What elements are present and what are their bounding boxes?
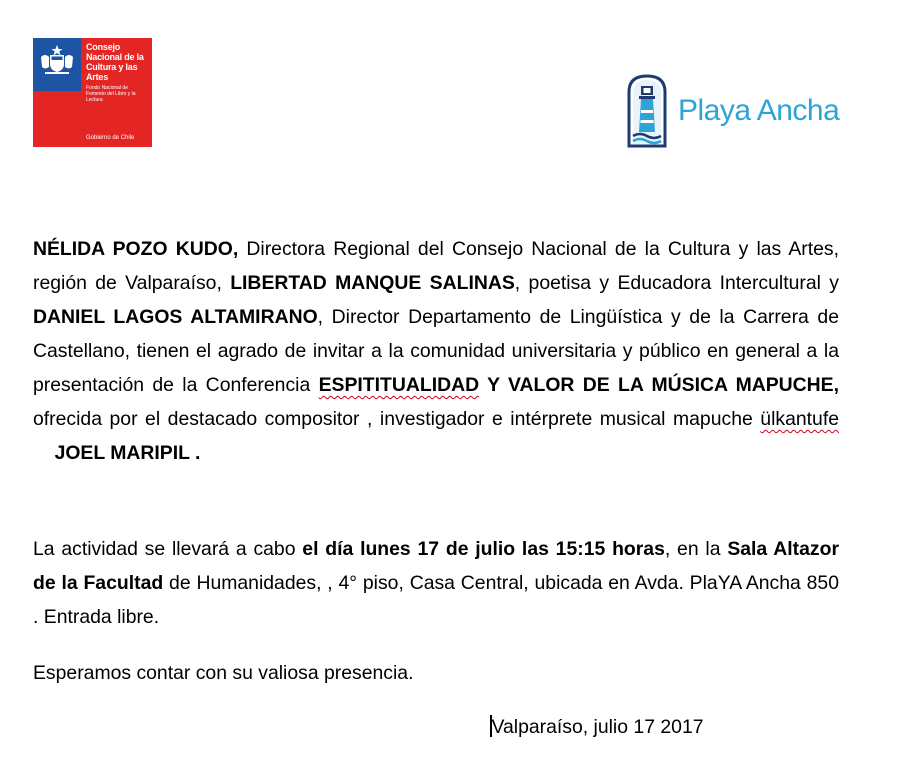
- playa-ancha-wordmark: Playa Ancha: [678, 94, 840, 127]
- coat-of-arms-icon: [39, 43, 75, 75]
- host-name-3: DANIEL LAGOS ALTAMIRANO: [33, 306, 318, 328]
- cnca-logo-flag: [33, 38, 81, 147]
- host-name-1: NÉLIDA POZO KUDO,: [33, 238, 239, 260]
- cnca-name: Consejo Nacional de la Cultura y las Artes: [86, 42, 144, 82]
- closing-paragraph: Esperamos contar con su valiosa presencia.: [33, 662, 414, 684]
- host-name-2: LIBERTAD MANQUE SALINAS: [230, 272, 515, 294]
- playa-ancha-logo: [624, 70, 839, 148]
- conference-title-misspelled: ESPITITUALIDAD: [318, 374, 480, 396]
- event-details-paragraph: La actividad se llevará a cabo el día lunes 17 de julio las 15:15 horas, en la Sala Altazor de la Facultad de Humanidades, , 4° piso, Casa Central, ubicada en Avda. PlaYA Ancha 850 . Entrada libre.: [33, 538, 839, 628]
- event-venue: Sala Altazor de la Facultad: [33, 538, 839, 594]
- cnca-government: Gobierno de Chile: [86, 135, 135, 141]
- signature-line: [490, 710, 704, 744]
- speaker-name: JOEL MARIPIL .: [54, 442, 201, 464]
- place-date: Valparaíso, julio 17 2017: [491, 716, 704, 738]
- ulkantufe-word: ülkantufe: [760, 408, 839, 430]
- event-date-time: el día lunes 17 de julio las 15:15 horas: [302, 538, 665, 560]
- conference-title: Y VALOR DE LA MÚSICA MAPUCHE,: [479, 374, 839, 396]
- invitation-paragraph: NÉLIDA POZO KUDO, Directora Regional del Consejo Nacional de la Cultura y las Artes, región de Valparaíso, LIBERTAD MANQUE SALINAS, poetisa y Educadora Intercultural y DANIEL LAGOS ALTAMIRANO, Director Departamento de Lingüística y de la Carrera de Castellano, tienen el agrado de invitar a la comunidad universitaria y público en general a la presentación de la Conferencia ESPITITUALIDAD Y VALOR DE LA MÚSICA MAPUCHE, ofrecida por el destacado compositor , investigador e intérprete musical mapuche ülkantufe JOEL MARIPIL .: [33, 238, 839, 464]
- cnca-logo: [33, 38, 152, 147]
- lighthouse-icon: [624, 70, 670, 148]
- cnca-subtitle: Fondo Nacional de Fomento del Libro y la Lectura: [86, 85, 136, 103]
